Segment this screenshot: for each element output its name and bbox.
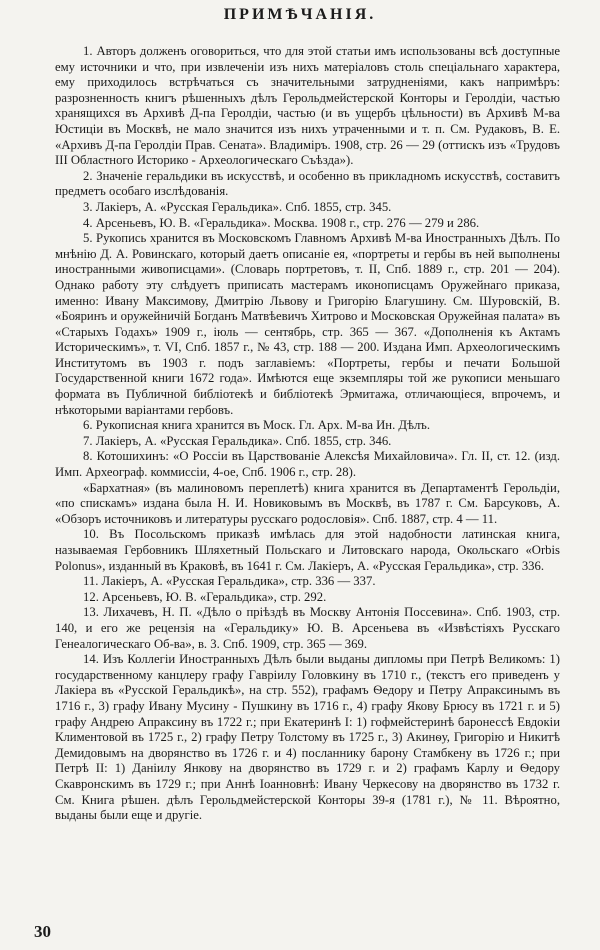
note-9: «Бархатная» (въ малиновомъ переплетѣ) книга хранится въ Департаментѣ Герольдіи, «по спискамъ» издана была Н. И. Новиковымъ въ Москвѣ, въ 1787 г. См. Барсуковъ, А. «Обзоръ источниковъ и литературы русскаго родословія». Спб. 1887, стр. 4 — 11. (55, 480, 560, 526)
note-12: 12. Арсеньевъ, Ю. В. «Геральдика», стр. 292. (83, 589, 327, 604)
note-14: 14. Изъ Коллегіи Иностранныхъ Дѣлъ были выданы дипломы при Петрѣ Великомъ: 1) государственному канцлеру графу Гавріилу Головкину въ 1710 г., (текстъ его приведенъ у Лакіера въ «Русской Геральдикѣ», на стр. 552), графамъ Ѳедору и Петру Апраксинымъ въ 1716 г., 3) графу Ивану Мусину - Пушкину въ 1716 г., 4) графу Якову Брюсу въ 1721 г. и 5) графу Андрею Апраксину въ 1722 г.; при Екатеринѣ I: 1) гофмейстеринѣ баронессѣ Евдокіи Климентовой въ 1725 г., 2) графу Петру Толстому въ 1725 г., 3) Акинѳу, Григорію и Никитѣ Демидовымъ на дворянство въ 1726 г. и 4) посланнику барону Стамбкену въ 1726 г.; при Петрѣ II: 1) Даніилу Янкову на дворянство въ 1729 г. и 2) графамъ Карлу и Ѳедору Скавронскимъ въ 1729 г.; при Аннѣ Іоанновнѣ: Ивану Черкесову на дворянство въ 1732 г. См. Книга рѣшен. дѣлъ Герольдмейстерской Конторы 39-я (1781 г.), № 11. Вѣроятно, выданы были еще и другіе. (55, 652, 560, 823)
note-5: 5. Рукопись хранится въ Московскомъ Главномъ Архивѣ М-ва Иностранныхъ Дѣлъ. По мнѣнію Д. А. Ровинскаго, который даетъ описаніе ея, «портреты и гербы въ ней выполнены иностранными живописцами». (Словарь портретовъ, т. II, Спб. 1889 г., стр. 201 — 204). Однако работу эту слѣдуетъ приписать мастерамъ иконописцамъ Оружейнаго приказа, именно: Ивану Максимову, Дмитрію Львову и Григорію Благушину. См. Шуровскій, В. «Бояринъ и оружейничій Богданъ Матвѣевичъ Хитрово и Московская Оружейная палата» въ «Старыхъ Годахъ» 1909 г., іюль — сентябрь, стр. 365 — 367. «Дополненія къ Актамъ Историческимъ», т. VI, Спб. 1857 г., № 43, стр. 188 — 200. Издана Имп. Археологическимъ Институтомъ въ 1903 г. подъ заглавіемъ: «Портреты, гербы и печати Большой Государственной книги 1672 года». Имѣются еще экземпляры той же рукописи меньшаго формата въ Публичной библіотекѣ и библіотекѣ Эрмитажа, отличающіеся, впрочемъ, и нѣкоторыми варіантами гербовъ. (55, 231, 560, 417)
notes-list (55, 44, 560, 824)
note-1: 1. Авторъ долженъ оговориться, что для этой статьи имъ использованы всѣ доступные ему источники и что, при извлеченіи изъ нихъ матеріаловъ столь спеціальнаго характера, ему приходилось встрѣчаться съ значительными затрудненіями, какъ напримѣръ: разрозненность книгъ рѣшенныхъ дѣлъ Герольдмейстерской Конторы и Геролдіи, частью хранящихся въ Архивѣ Д-па Геролдіи, частью (и въ ущербъ цѣльности) въ Архивѣ М-ва Юстиціи въ Москвѣ, не мало значится изъ нихъ утраченными и т. п. См. Рудаковъ, В. Е. «Архивъ Д-па Геролдіи Прав. Сената». Владиміръ. 1908, стр. 26 — 29 (оттискъ изъ «Трудовъ III Областного Историко - Археологическаго Съѣзда»). (55, 44, 560, 168)
note-2: 2. Значеніе геральдики въ искусствѣ, и особенно въ прикладномъ искусствѣ, составитъ предметъ особаго изслѣдованія. (55, 168, 560, 199)
note-4: 4. Арсеньевъ, Ю. В. «Геральдика». Москва. 1908 г., стр. 276 — 279 и 286. (83, 215, 480, 230)
page-title: ПРИМѢЧАНІЯ. (223, 6, 377, 23)
note-3: 3. Лакіеръ, А. «Русская Геральдика». Спб. 1855, стр. 345. (83, 199, 392, 214)
note-6: 6. Рукописная книга хранится въ Моск. Гл. Арх. М-ва Ин. Дѣлъ. (83, 418, 431, 433)
note-11: 11. Лакіеръ, А. «Русская Геральдика», стр. 336 — 337. (83, 574, 376, 589)
note-8: 8. Котошихинъ: «О Россіи въ Царствованіе Алексѣя Михайловича». Гл. II, ст. 12. (изд. Имп. Археограф. коммиссіи, 4-ое, Спб. 1906 г., стр. 28). (55, 449, 560, 480)
page-number: 30 (34, 922, 51, 941)
note-7: 7. Лакіеръ, А. «Русская Геральдика». Спб. 1855, стр. 346. (83, 433, 392, 448)
note-13: 13. Лихачевъ, Н. П. «Дѣло о пріѣздѣ въ Москву Антонія Поссевина». Спб. 1903, стр. 140, и его же рецензія на «Геральдику» Ю. В. Арсеньева въ «Извѣстіяхъ Русскаго Генеалогическаго Об-ва», в. 3. Спб. 1909, стр. 365 — 369. (55, 605, 560, 651)
note-10: 10. Въ Посольскомъ приказѣ имѣлась для этой надобности латинская книга, называемая Гербовникъ Шляхетный Польскаго и Литовскаго народа, Окольскаго «Orbis Polonus», изданный въ Краковѣ, въ 1641 г. См. Лакіеръ, А. «Русская Геральдика», стр. 336. (55, 527, 560, 573)
